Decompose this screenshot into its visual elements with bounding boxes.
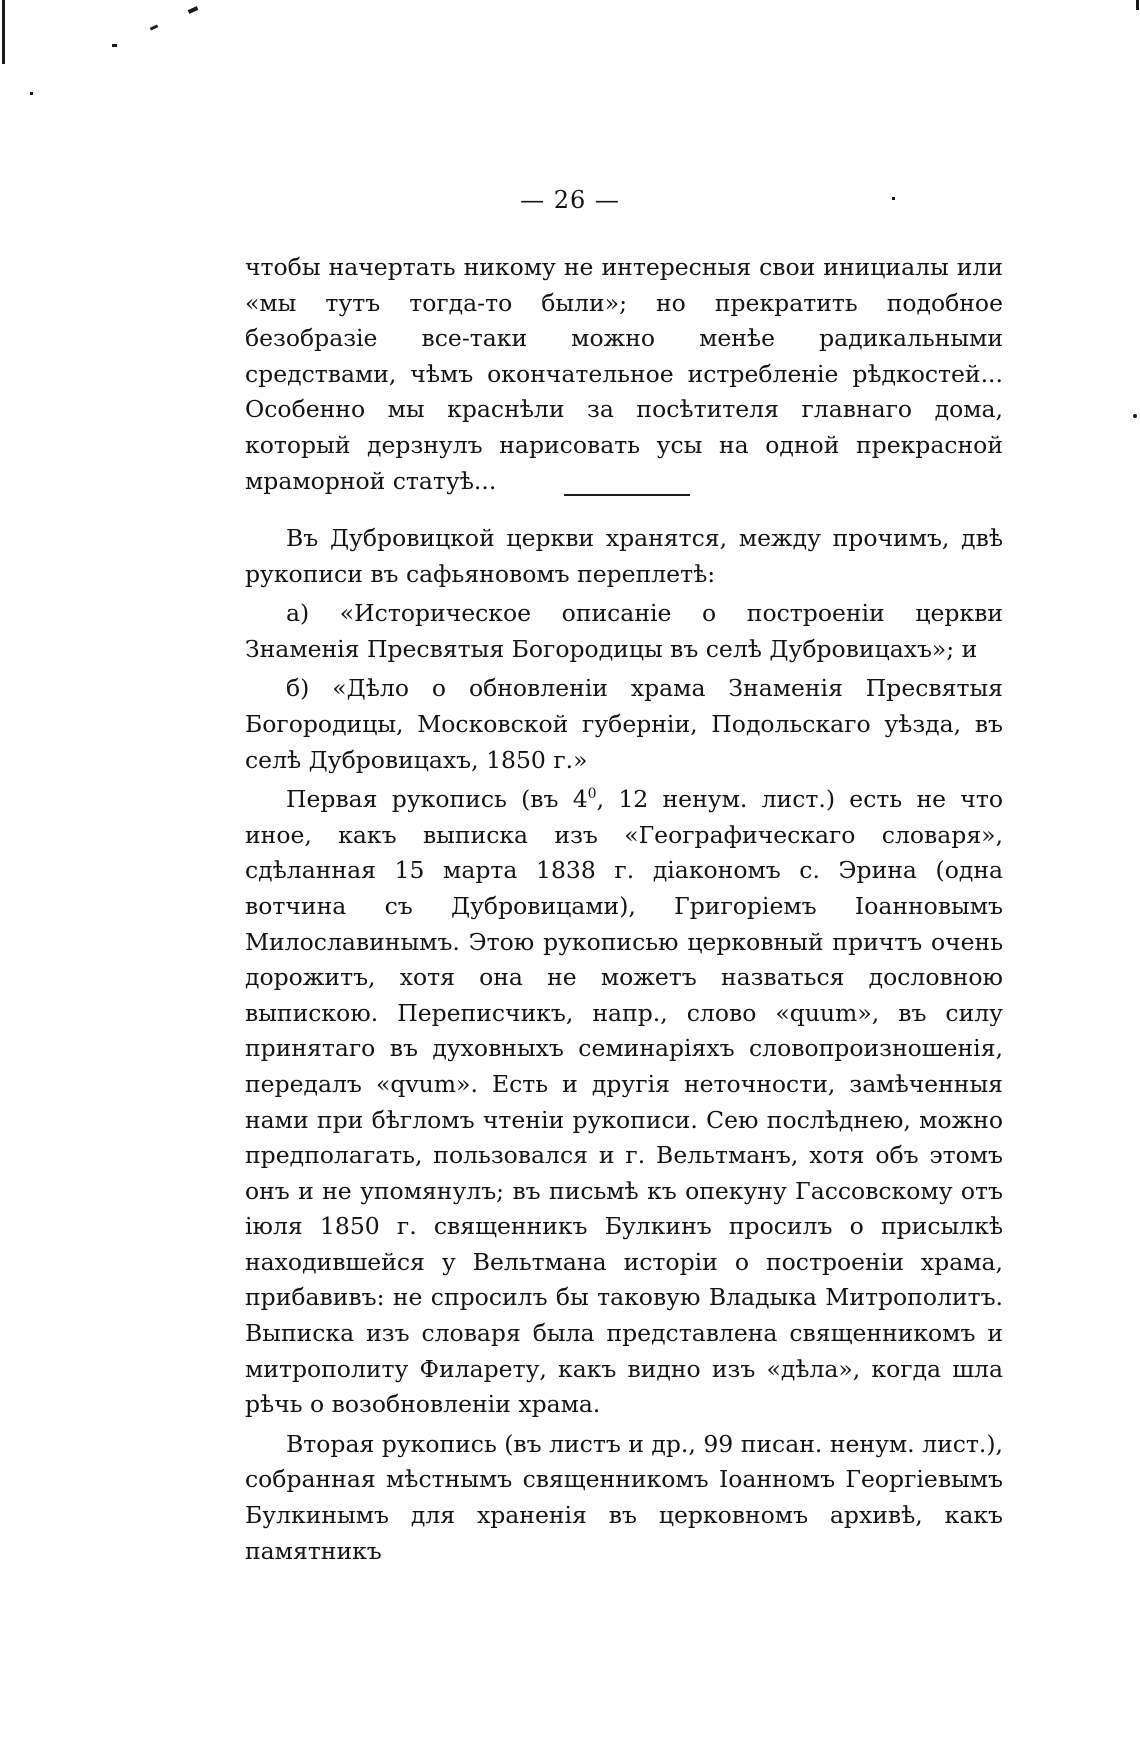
scan-edge-mark <box>2 0 5 64</box>
second-manuscript-paragraph: Вторая рукопись (въ листъ и др., 99 писан. ненум. лист.), собранная мѣстнымъ священникомъ Іоанномъ Георгіевымъ Булкинымъ для храненія въ церковномъ архивѣ, какъ памятникъ <box>245 1429 1003 1565</box>
scan-speck <box>150 24 159 30</box>
scan-speck <box>1136 0 1139 10</box>
page-number: — 26 — <box>520 186 620 214</box>
first-manuscript-lead: Первая рукопись (въ 4 <box>286 785 588 814</box>
continuation-paragraph: чтобы начертать никому не интересныя свои инициалы или «мы тутъ тогда-то были»; но прекратить подобное безобразіе все-таки можно менѣе радикальными средствами, чѣмъ окончательное истребленіе рѣдкостей... Особенно мы краснѣли за посѣтителя главнаго дома, который дерзнулъ нарисовать усы на одной прекрасной мраморной статуѣ... <box>245 253 1003 495</box>
intro-paragraph: Въ Дубровицкой церкви хранятся, между прочимъ, двѣ рукописи въ сафьяновомъ переплетѣ: <box>245 524 1003 588</box>
list-item-a: а) «Историческое описаніе о построеніи церкви Знаменія Пресвятыя Богородицы въ селѣ Дубровицахъ»; и <box>245 599 1003 663</box>
format-superscript: 0 <box>587 786 597 803</box>
list-item-b: б) «Дѣло о обновленіи храма Знаменія Пресвятыя Богородицы, Московской губерніи, Подольскаго уѣзда, въ селѣ Дубровицахъ, 1850 г.» <box>245 674 1003 774</box>
scan-speck <box>30 92 33 95</box>
first-manuscript-text: , 12 ненум. лист.) есть не что иное, какъ выписка изъ «Географическаго словаря», сдѣланная 15 марта 1838 г. діакономъ с. Эрина (одна вотчина съ Дубровицами), Григоріемъ Іоанновымъ Милославинымъ. Этою рукописью церковный причтъ очень дорожитъ, хотя она не можетъ назваться дословною выпискою. Переписчикъ, напр., слово «quum», въ силу принятаго въ духовныхъ семинаріяхъ словопроизношенія, передалъ «qvum». Есть и другія неточности, замѣченныя нами при бѣгломъ чтеніи рукописи. Сею послѣднею, можно предполагать, пользовался и г. Вельтманъ, хотя объ этомъ онъ и не упомянулъ; въ письмѣ къ опекуну Гассовскому отъ іюля 1850 г. священникъ Булкинъ просилъ о присылкѣ находившейся у Вельтмана исторіи о построеніи храма, прибавивъ: не спросилъ бы таковую Владыка Митрополитъ. Выписка изъ словаря была представлена священникомъ и митрополиту Филарету, какъ видно изъ «дѣла», когда шла рѣчь о возобновленіи храма. <box>245 785 1003 1419</box>
scan-speck <box>1133 414 1137 418</box>
scan-speck <box>188 6 199 14</box>
section-continuation <box>245 250 1003 499</box>
section-divider <box>564 494 690 496</box>
first-manuscript-paragraph <box>245 782 1003 1423</box>
section-manuscripts <box>245 521 1003 1569</box>
scan-speck <box>112 44 117 47</box>
